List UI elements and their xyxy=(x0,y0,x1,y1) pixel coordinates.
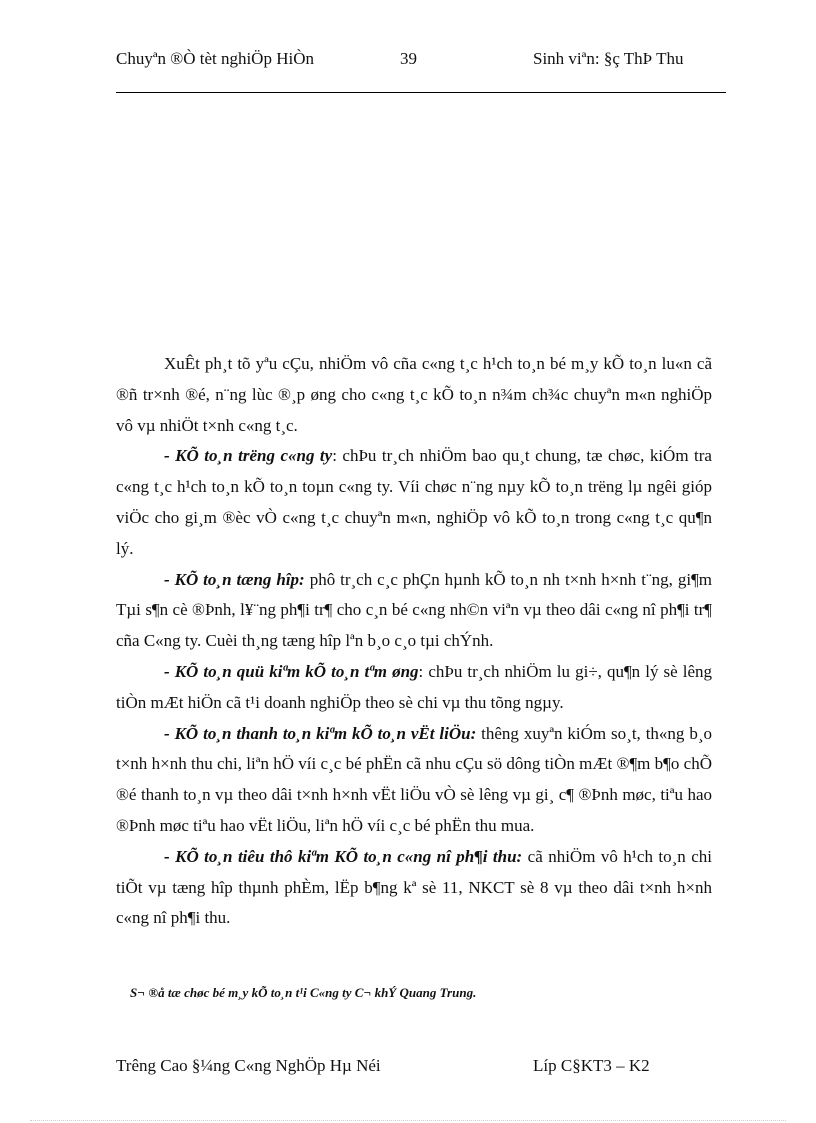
footer-right-text: Líp C§KT3 – K2 xyxy=(533,1056,650,1075)
item-text: thêng xuyªn kiÓm so¸t, th«ng b¸o t×nh h×nh thu chi, liªn hÖ víi c¸c bé phËn cã nhu cÇu sö dông tiÒn mÆt ®¶m b¶o chÕ ®é thanh to¸n vµ theo dâi t×nh h×nh vËt liÖu vÒ sè lêng vµ gi¸ c¶ ®Þnh møc, tiªu hao ®Þnh møc tiªu hao vËt liÖu, liªn hÖ víi c¸c bé phËn thu mua. xyxy=(116,723,712,835)
item-title: - KÕ to¸n thanh to¸n kiªm kÕ to¸n vËt liÖu: xyxy=(164,723,477,743)
body-text xyxy=(116,349,712,934)
item-text: : chÞu tr¸ch nhiÖm bao qu¸t chung, tæ chøc, kiÓm tra c«ng t¸c h¹ch to¸n kÕ to¸n toµn c«ng ty. Víi chøc n¨ng nµy kÕ to¸n trëng lµ ngêi gióp viÖc cho gi¸m ®èc vÒ c«ng t¸c chuyªn m«n, nghiÖp vô kÕ to¸n trong c«ng t¸c qu¶n lý. xyxy=(116,446,712,558)
header-right-text: Sinh viªn: §ç ThÞ Thu xyxy=(533,49,684,68)
paragraph-sales-accountant xyxy=(116,842,712,934)
diagram-caption: S¬ ®å tæ chøc bé m¸y kÕ to¸n t¹i C«ng ty C¬ khÝ Quang Trung. xyxy=(130,985,477,1000)
header-left-text: Chuyªn ®Ò tèt nghiÖp HiÒn xyxy=(116,49,314,68)
paragraph-general-accountant xyxy=(116,565,712,657)
footer-left-text: Trêng Cao §¼ng C«ng NghÖp Hµ Néi xyxy=(116,1056,381,1075)
header-rule xyxy=(116,92,726,93)
page-number: 39 xyxy=(400,49,417,68)
item-title: - KÕ to¸n trëng c«ng ty xyxy=(164,446,333,466)
item-text: : chÞu tr¸ch nhiÖm lu gi÷, qu¶n lý sè lêng tiÒn mÆt hiÖn cã t¹i doanh nghiÖp theo sè chi vµ thu tõng ngµy. xyxy=(116,661,712,712)
paragraph-chief-accountant xyxy=(116,441,712,564)
paragraph-cash-accountant xyxy=(116,657,712,719)
item-text: cã nhiÖm vô h¹ch to¸n chi tiÕt vµ tæng hîp thµnh phÈm, lËp b¶ng kª sè 11, NKCT sè 8 vµ theo dâi t×nh h×nh c«ng nî ph¶i thu. xyxy=(116,846,712,928)
intro-paragraph: XuÊt ph¸t tõ yªu cÇu, nhiÖm vô cña c«ng t¸c h¹ch to¸n bé m¸y kÕ to¸n lu«n cã ®ñ tr×nh ®é, n¨ng lùc ®¸p øng cho c«ng t¸c kÕ to¸n n¾m ch¾c chuyªn m«n nghiÖp vô vµ nhiÖt t×nh c«ng t¸c. xyxy=(116,354,712,435)
item-text: phô tr¸ch c¸c phÇn hµnh kÕ to¸n nh t×nh h×nh t¨ng, gi¶m Tµi s¶n cè ®Þnh, l¥¨ng ph¶i tr¶ cho c¸n bé c«ng nh©n viªn vµ theo dâi c«ng nî ph¶i tr¶ cña C«ng ty. Cuèi th¸ng tæng hîp lªn b¸o c¸o tµi chÝnh. xyxy=(116,569,712,651)
item-title: - KÕ to¸n tæng hîp: xyxy=(164,569,305,589)
bottom-dotted-border xyxy=(30,1120,786,1121)
item-title: - KÕ to¸n quü kiªm kÕ to¸n tªm øng xyxy=(164,661,419,681)
item-title: - KÕ to¸n tiêu thô kiªm KÕ to¸n c«ng nî ph¶i thu: xyxy=(164,846,523,866)
paragraph-payment-accountant xyxy=(116,719,712,842)
